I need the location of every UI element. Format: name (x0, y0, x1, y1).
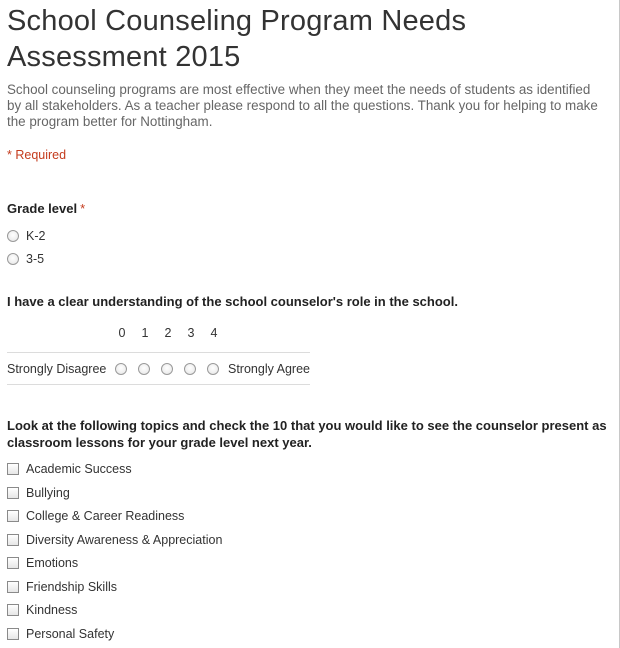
checkbox-icon[interactable] (7, 628, 19, 640)
question-topics: Look at the following topics and check the 10 that you would like to see the counselor present as classroom lessons for your grade level next year. (7, 418, 607, 450)
checkbox-icon[interactable] (7, 510, 19, 522)
topic-friendship[interactable] (7, 579, 117, 595)
required-star: * (80, 201, 86, 216)
scale-high-label: Strongly Agree (228, 362, 310, 376)
topic-bullying[interactable] (7, 485, 70, 501)
checkbox-icon[interactable] (7, 557, 19, 569)
option-label: Bullying (26, 486, 70, 500)
required-note: * Required (7, 148, 67, 162)
scale-number-1: 1 (141, 326, 149, 340)
form-content (7, 0, 617, 641)
question-title: Grade level (7, 201, 78, 216)
option-label: 3-5 (26, 252, 45, 266)
question-counselor-role: I have a clear understanding of the school counselor's role in the school. (7, 294, 458, 309)
option-grade-3-5[interactable] (7, 251, 44, 267)
scale-radio-0[interactable] (115, 363, 127, 375)
option-label: Academic Success (26, 462, 132, 476)
option-label: Kindness (26, 603, 78, 617)
radio-button-icon[interactable] (7, 253, 19, 265)
option-label: Friendship Skills (26, 580, 118, 594)
scale-number-0: 0 (118, 326, 126, 340)
question-grade-level (7, 201, 85, 216)
scale-radio-1[interactable] (138, 363, 150, 375)
topic-personal-safety[interactable] (7, 626, 114, 642)
scale-radio-3[interactable] (184, 363, 196, 375)
option-grade-k2[interactable] (7, 228, 45, 244)
checkbox-icon[interactable] (7, 604, 19, 616)
option-label: Emotions (26, 556, 79, 570)
form-title-line1: School Counseling Program Needs (7, 5, 467, 37)
scale-radio-2[interactable] (161, 363, 173, 375)
scale-radio-4[interactable] (207, 363, 219, 375)
topic-academic-success[interactable] (7, 461, 132, 477)
scale-number-4: 4 (210, 326, 218, 340)
form-title (7, 3, 617, 75)
checkbox-icon[interactable] (7, 534, 19, 546)
topic-emotions[interactable] (7, 555, 78, 571)
scale-number-2: 2 (164, 326, 172, 340)
form-description: School counseling programs are most effective when they meet the needs of students as identified by all stakeholders. As a teacher please respond to all the questions. Thank you for helping to make the program better for Nottingham. (7, 82, 598, 129)
form-title-line2: Assessment 2015 (7, 41, 241, 73)
checkbox-icon[interactable] (7, 581, 19, 593)
option-label: Personal Safety (26, 627, 115, 641)
option-label: College & Career Readiness (26, 509, 185, 523)
option-label: Diversity Awareness & Appreciation (26, 533, 223, 547)
scale-row (7, 352, 310, 385)
radio-button-icon[interactable] (7, 230, 19, 242)
checkbox-icon[interactable] (7, 463, 19, 475)
scale-low-label: Strongly Disagree (7, 362, 107, 376)
scale-number-3: 3 (187, 326, 195, 340)
topic-college-career[interactable] (7, 508, 184, 524)
topic-kindness[interactable] (7, 602, 77, 618)
option-label: K-2 (26, 229, 46, 243)
checkbox-icon[interactable] (7, 487, 19, 499)
topic-diversity[interactable] (7, 532, 222, 548)
